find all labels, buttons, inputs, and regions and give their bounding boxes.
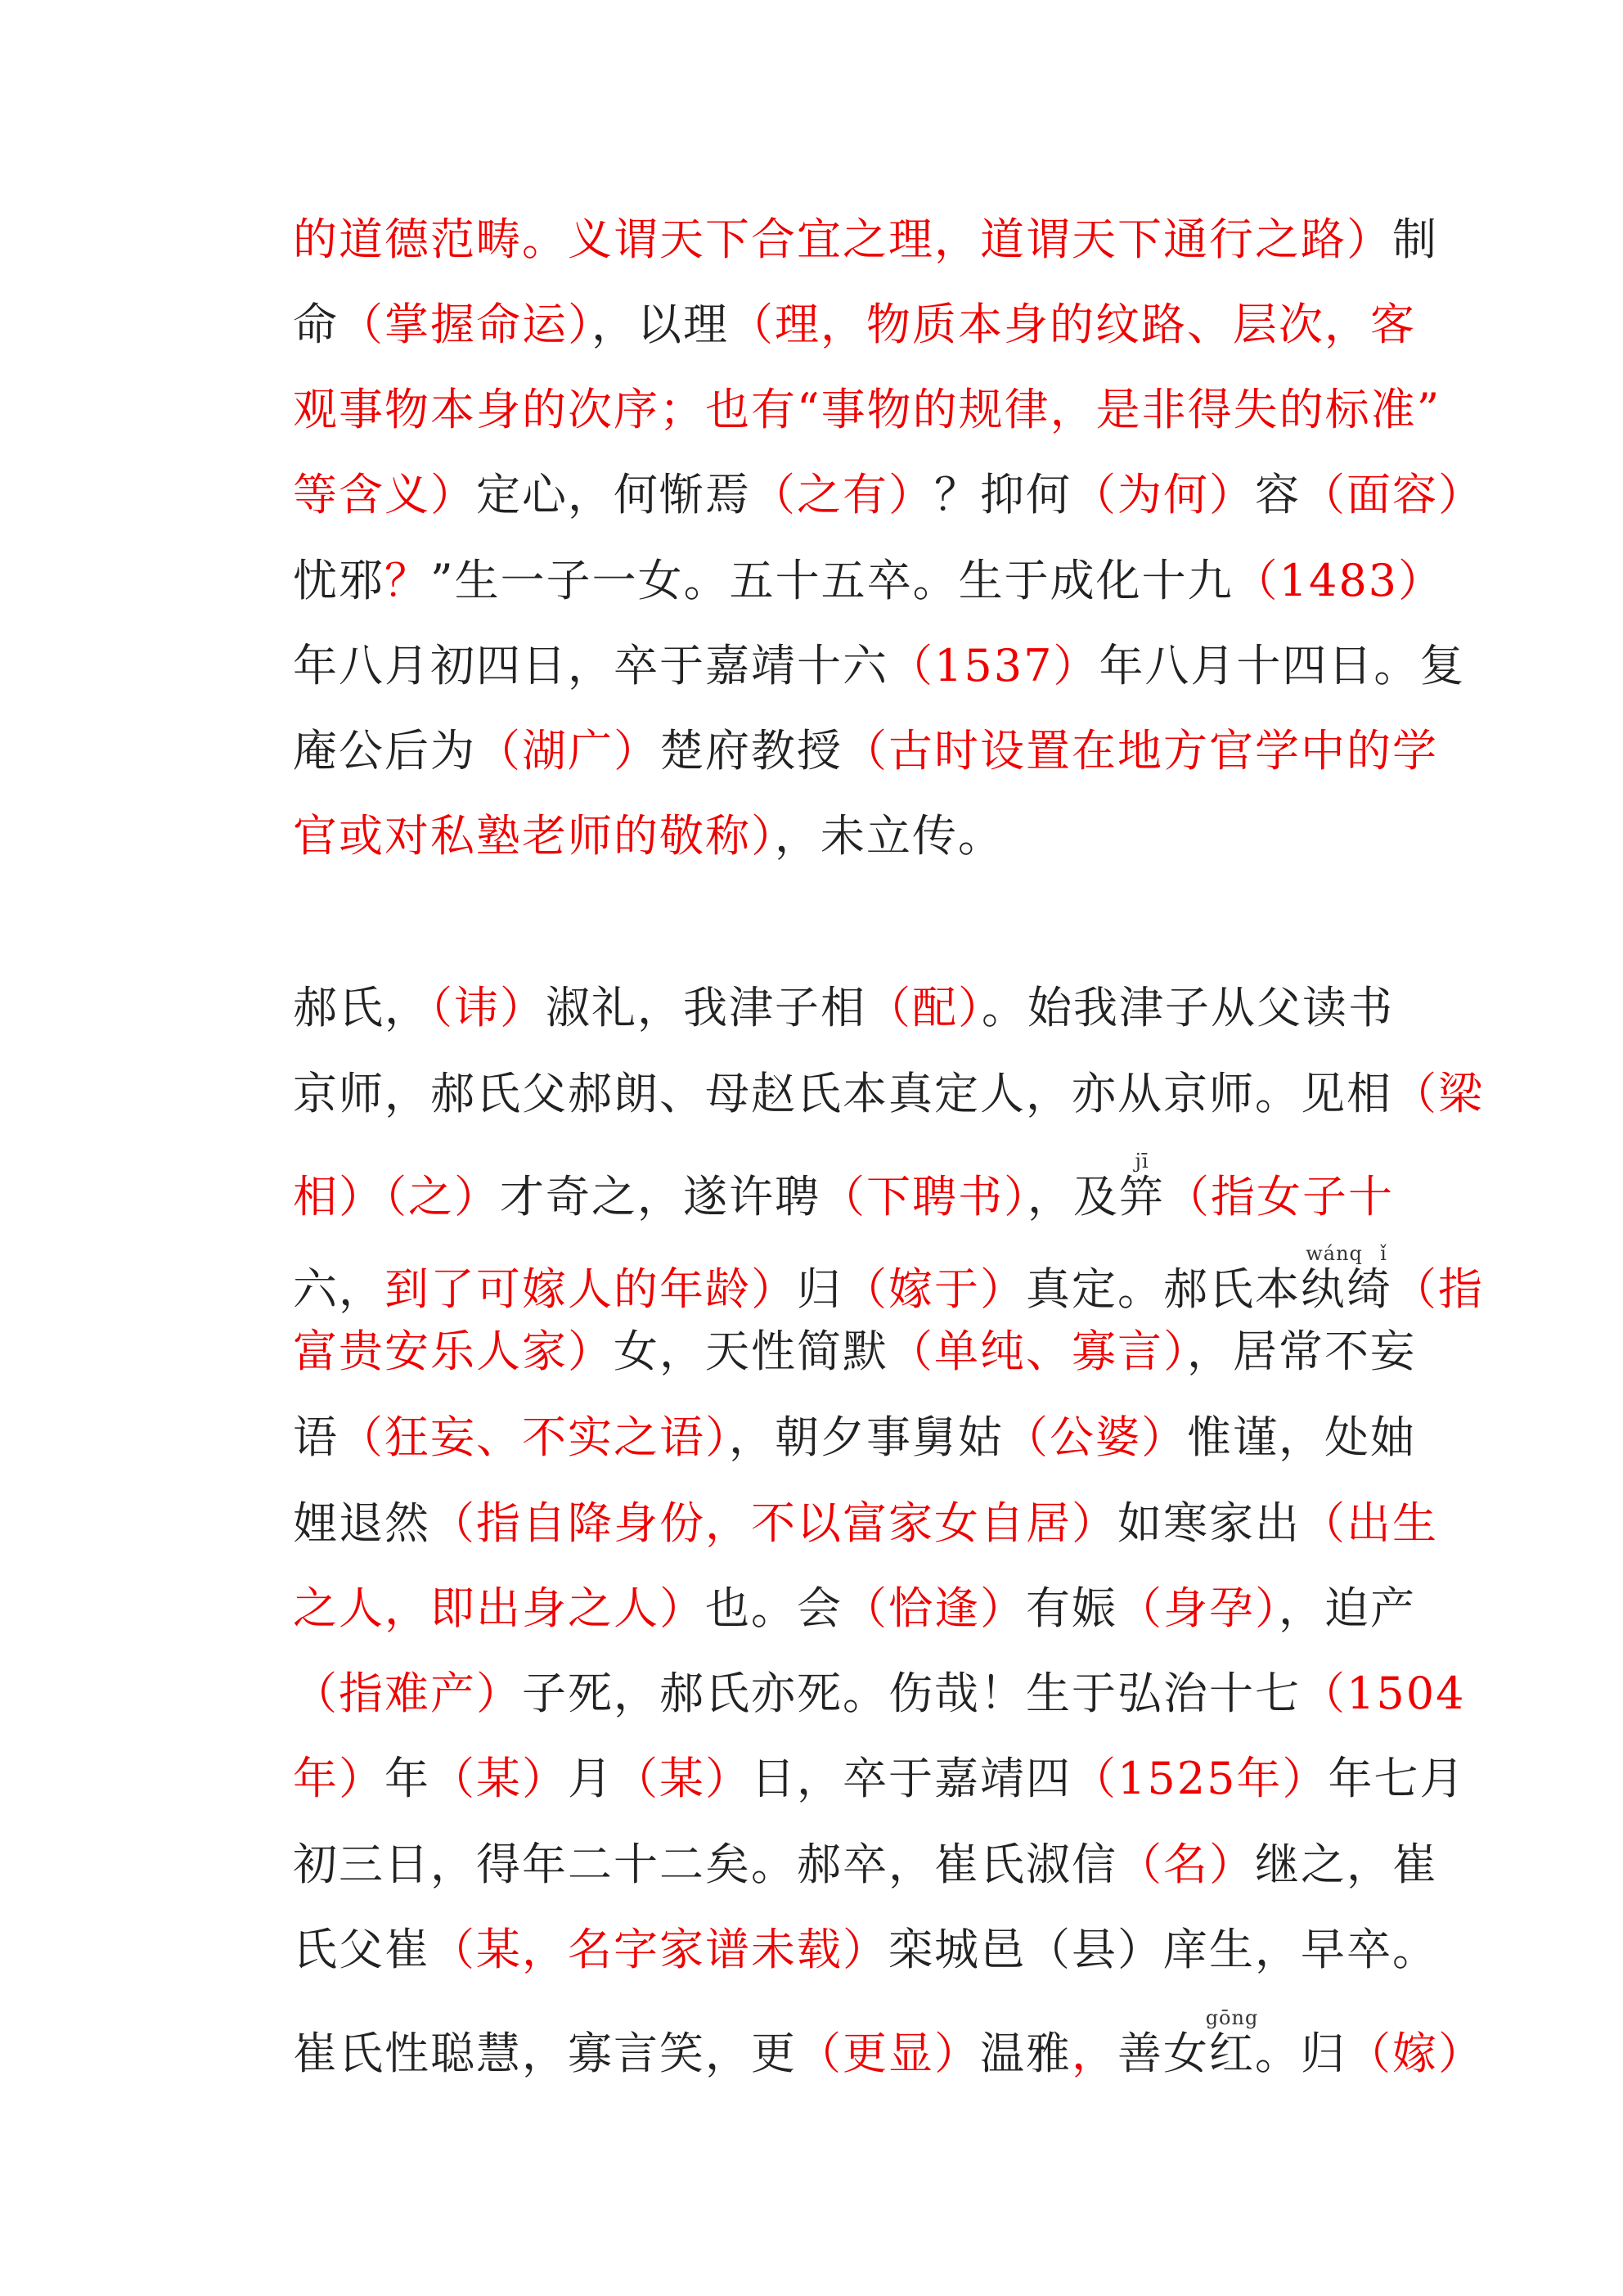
- pinyin: wánq ǐ: [1301, 1242, 1392, 1265]
- pinyin: gōng: [1205, 2006, 1259, 2029]
- annotation-text: 等含义）: [293, 469, 476, 520]
- original-text: ，居常不妄: [1187, 1326, 1416, 1377]
- annotation-text: （指自降身份，不以富家女自居）: [430, 1497, 1117, 1549]
- annotation-text: ？: [384, 555, 430, 606]
- annotation-text: ，: [1072, 2028, 1117, 2079]
- original-text: 崔氏性聪慧，寡言笑，更: [293, 2028, 797, 2079]
- annotation-text: 相）（之）: [293, 1171, 500, 1222]
- original-text: 惟谨，处妯: [1187, 1411, 1416, 1463]
- original-text: ，及: [1027, 1171, 1119, 1222]
- annotation-text: （名）: [1117, 1839, 1255, 1890]
- annotation-text: （湖广）: [476, 725, 659, 777]
- original-text: ，迫产: [1279, 1582, 1416, 1634]
- annotation-text: （公婆）: [1004, 1411, 1187, 1463]
- text-line: [293, 466, 1484, 524]
- annotation-text: （下聘书）: [820, 1171, 1027, 1222]
- pinyin: jī: [1119, 1150, 1165, 1173]
- text-line: [293, 1242, 1484, 1315]
- annotation-text: 之人，即出身之人）: [293, 1582, 705, 1634]
- text-line: [293, 381, 1441, 439]
- original-text: 郝氏，: [293, 982, 430, 1033]
- annotation-text: （1525年）: [1072, 1753, 1329, 1804]
- original-text: 。归: [1255, 2028, 1347, 2079]
- text-line: [293, 1323, 1416, 1380]
- text-line: [293, 1150, 1394, 1222]
- annotation-text: （面容）: [1301, 469, 1484, 520]
- original-text: ，未立传。: [775, 810, 1004, 862]
- original-text: 年八月十四日。复: [1099, 640, 1466, 691]
- original-text: 真定。郝氏本: [1026, 1263, 1301, 1315]
- original-text: 庵公后为: [293, 725, 476, 777]
- original-text: 归: [797, 1263, 843, 1315]
- annotation-text: （出生: [1301, 1497, 1438, 1549]
- text-line: [293, 637, 1466, 695]
- annotation-text: （恰逢）: [843, 1582, 1026, 1634]
- original-text: 娌退然: [293, 1497, 430, 1549]
- original-text: 命: [293, 299, 339, 350]
- original-text: 氏父崔: [293, 1924, 430, 1975]
- annotation-text: （某）: [430, 1753, 568, 1804]
- annotation-text: （古时设置在地方官学中的学: [843, 725, 1438, 777]
- annotation-text: 官或对私塾老师的敬称）: [293, 810, 775, 862]
- original-text: 子死，郝氏亦死。伤哉！生于弘治十七: [522, 1668, 1301, 1719]
- annotation-text: 到了可嫁人的年龄）: [384, 1263, 797, 1315]
- annotation-text: 富贵安乐人家）: [293, 1326, 614, 1377]
- pinyin-annotated-text: [1205, 2006, 1259, 2079]
- annotation-text: （理，物质本身的纹路、层次，客: [729, 299, 1416, 350]
- annotation-text: （1537）: [888, 640, 1099, 691]
- text-line: [293, 2006, 1484, 2079]
- annotation-text: 的道德范畴。义谓天下合宜之理，道谓天下通行之路）: [293, 214, 1392, 265]
- original-text: ”生一子一女。五十五卒。生于成化十九: [430, 555, 1234, 606]
- original-text: 年八月初四日，卒于嘉靖十六: [293, 640, 888, 691]
- text-line: [293, 1750, 1466, 1808]
- original-text: 初三日，得年二十二矣。郝卒，崔氏淑信: [293, 1839, 1117, 1890]
- original-text: 温雅: [980, 2028, 1072, 2079]
- original-text: 如寒家出: [1117, 1497, 1301, 1549]
- text-line: [293, 979, 1394, 1037]
- original-text: 语: [293, 1411, 339, 1463]
- original-text: 制: [1392, 214, 1438, 265]
- original-text: 年: [384, 1753, 430, 1804]
- text-line: [293, 552, 1445, 610]
- original-text: 栾城邑（县）庠生，早卒。: [888, 1924, 1438, 1975]
- original-text: 定心，何惭焉: [476, 469, 751, 520]
- text-line: [293, 1409, 1416, 1466]
- annotation-text: （狂妄、不实之语）: [339, 1411, 729, 1463]
- annotation-text: 年）: [293, 1753, 384, 1804]
- annotation-text: （指难产）: [293, 1668, 522, 1719]
- text-line: [293, 808, 1384, 865]
- text-line: [293, 1495, 1438, 1552]
- annotation-text: （掌握命运）: [339, 299, 591, 350]
- text-line: [293, 1580, 1416, 1637]
- original-text: 年七月: [1328, 1753, 1466, 1804]
- annotated-character: 纨绮: [1301, 1263, 1392, 1315]
- annotated-character: 笄: [1119, 1171, 1165, 1222]
- annotation-text: （嫁）: [1347, 2028, 1484, 2079]
- text-line: [293, 1665, 1466, 1722]
- annotation-text: （1483）: [1233, 555, 1445, 606]
- annotation-text: （配）: [866, 982, 982, 1033]
- text-line: [293, 1921, 1438, 1979]
- original-text: 楚府教授: [659, 725, 843, 777]
- annotation-text: （为何）: [1072, 469, 1255, 520]
- annotation-text: （之有）: [751, 469, 934, 520]
- original-text: 京师，郝氏父郝朗、母赵氏本真定人，亦从京师。见相: [293, 1068, 1392, 1119]
- original-text: 容: [1255, 469, 1301, 520]
- original-text: 善女: [1117, 2028, 1209, 2079]
- annotation-text: （身孕）: [1117, 1582, 1279, 1634]
- original-text: 日，卒于嘉靖四: [751, 1753, 1072, 1804]
- annotation-text: （1504: [1301, 1668, 1466, 1719]
- original-text: 月: [568, 1753, 614, 1804]
- original-text: 继之，崔: [1255, 1839, 1438, 1890]
- annotation-text: （指: [1392, 1263, 1484, 1315]
- original-text: 。始我津子从父读书: [982, 982, 1394, 1033]
- text-line: [293, 296, 1416, 353]
- pinyin-annotated-text: [1301, 1242, 1392, 1315]
- annotation-text: 观事物本身的次序；也有“事物的规律，是非得失的标准”: [293, 384, 1441, 435]
- original-text: 女，天性简默: [614, 1326, 888, 1377]
- text-line: [293, 1065, 1484, 1123]
- annotated-character: 红: [1205, 2028, 1259, 2079]
- annotation-text: （某）: [614, 1753, 751, 1804]
- original-text: ，以理: [591, 299, 729, 350]
- original-text: 淑礼，我津子相: [546, 982, 866, 1033]
- pinyin-annotated-text: [1119, 1150, 1165, 1222]
- original-text: 有娠: [1026, 1582, 1117, 1634]
- original-text: 才奇之，遂许聘: [500, 1171, 820, 1222]
- text-line: [293, 723, 1438, 780]
- annotation-text: （讳）: [430, 982, 546, 1033]
- annotation-text: （指女子十: [1165, 1171, 1394, 1222]
- annotation-text: （某，名字家谱未载）: [430, 1924, 888, 1975]
- annotation-text: （嫁于）: [843, 1263, 1026, 1315]
- original-text: ？抑何: [934, 469, 1072, 520]
- text-line: [293, 1836, 1438, 1893]
- annotation-text: （梁: [1392, 1068, 1484, 1119]
- original-text: 六，: [293, 1263, 384, 1315]
- text-line: [293, 211, 1438, 268]
- annotation-text: （更显）: [797, 2028, 980, 2079]
- original-text: 也。会: [705, 1582, 843, 1634]
- original-text: ，朝夕事舅姑: [729, 1411, 1004, 1463]
- original-text: 忧邪: [293, 555, 384, 606]
- annotation-text: （单纯、寡言）: [888, 1326, 1187, 1377]
